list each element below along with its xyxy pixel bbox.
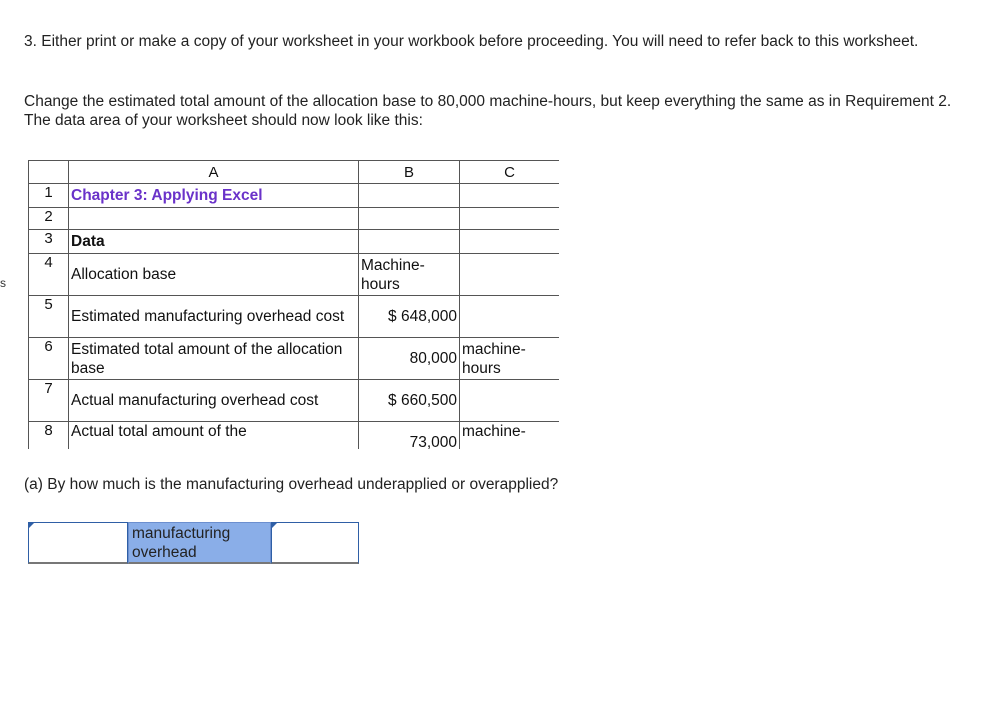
cell-c3 — [460, 230, 560, 254]
table-row — [29, 254, 560, 296]
row-number: 7 — [29, 380, 69, 422]
cell-a3: Data — [69, 230, 359, 254]
spreadsheet-table — [28, 160, 559, 449]
cell-b8: 73,000 — [359, 422, 460, 450]
column-header-row — [29, 161, 560, 184]
cell-a7: Actual manufacturing overhead cost — [69, 380, 359, 422]
question-a: (a) By how much is the manufacturing overhead underapplied or overapplied? — [24, 476, 559, 493]
table-row — [29, 184, 560, 208]
cell-b3 — [359, 230, 460, 254]
cell-c8: machine- — [460, 422, 560, 450]
cell-b6: 80,000 — [359, 338, 460, 380]
table-row — [29, 296, 560, 338]
table-row — [29, 208, 560, 230]
table-row — [29, 422, 560, 450]
column-header-b: B — [359, 161, 460, 184]
row-number: 8 — [29, 422, 69, 450]
overhead-select[interactable]: manufacturing overhead — [128, 522, 271, 564]
cell-c2 — [460, 208, 560, 230]
cell-a8: Actual total amount of the — [69, 422, 359, 450]
cell-c6: machine-hours — [460, 338, 560, 380]
row-number: 1 — [29, 184, 69, 208]
column-header-c: C — [460, 161, 560, 184]
cell-b7: $ 660,500 — [359, 380, 460, 422]
row-number: 2 — [29, 208, 69, 230]
row-number: 3 — [29, 230, 69, 254]
cell-a6: Estimated total amount of the allocation base — [69, 338, 359, 380]
row-number: 4 — [29, 254, 69, 296]
cell-c7 — [460, 380, 560, 422]
cell-b2 — [359, 208, 460, 230]
instruction-change-allocation: Change the estimated total amount of the allocation base to 80,000 machine-hours, but keep everything the same as in Requirement 2. The data area of your worksheet should now look like this: — [24, 93, 952, 129]
cell-b1 — [359, 184, 460, 208]
cell-b4: Machine-hours — [359, 254, 460, 296]
cell-a2 — [69, 208, 359, 230]
cell-b5: $ 648,000 — [359, 296, 460, 338]
cell-a4: Allocation base — [69, 254, 359, 296]
table-row — [29, 380, 560, 422]
cell-c5 — [460, 296, 560, 338]
cell-c1 — [460, 184, 560, 208]
answer-row — [28, 522, 359, 564]
cell-a1: Chapter 3: Applying Excel — [69, 184, 359, 208]
table-row — [29, 230, 560, 254]
amount-input[interactable] — [28, 522, 128, 564]
column-header-a: A — [69, 161, 359, 184]
cell-c4 — [460, 254, 560, 296]
row-number: 5 — [29, 296, 69, 338]
underapplied-overapplied-select[interactable] — [271, 522, 359, 564]
instruction-step-3: 3. Either print or make a copy of your worksheet in your workbook before proceeding. You will need to refer back to this worksheet. — [24, 33, 919, 50]
corner-cell — [29, 161, 69, 184]
spreadsheet — [28, 160, 559, 449]
table-row — [29, 338, 560, 380]
edge-mark: s — [0, 276, 6, 290]
row-number: 6 — [29, 338, 69, 380]
cell-a5: Estimated manufacturing overhead cost — [69, 296, 359, 338]
